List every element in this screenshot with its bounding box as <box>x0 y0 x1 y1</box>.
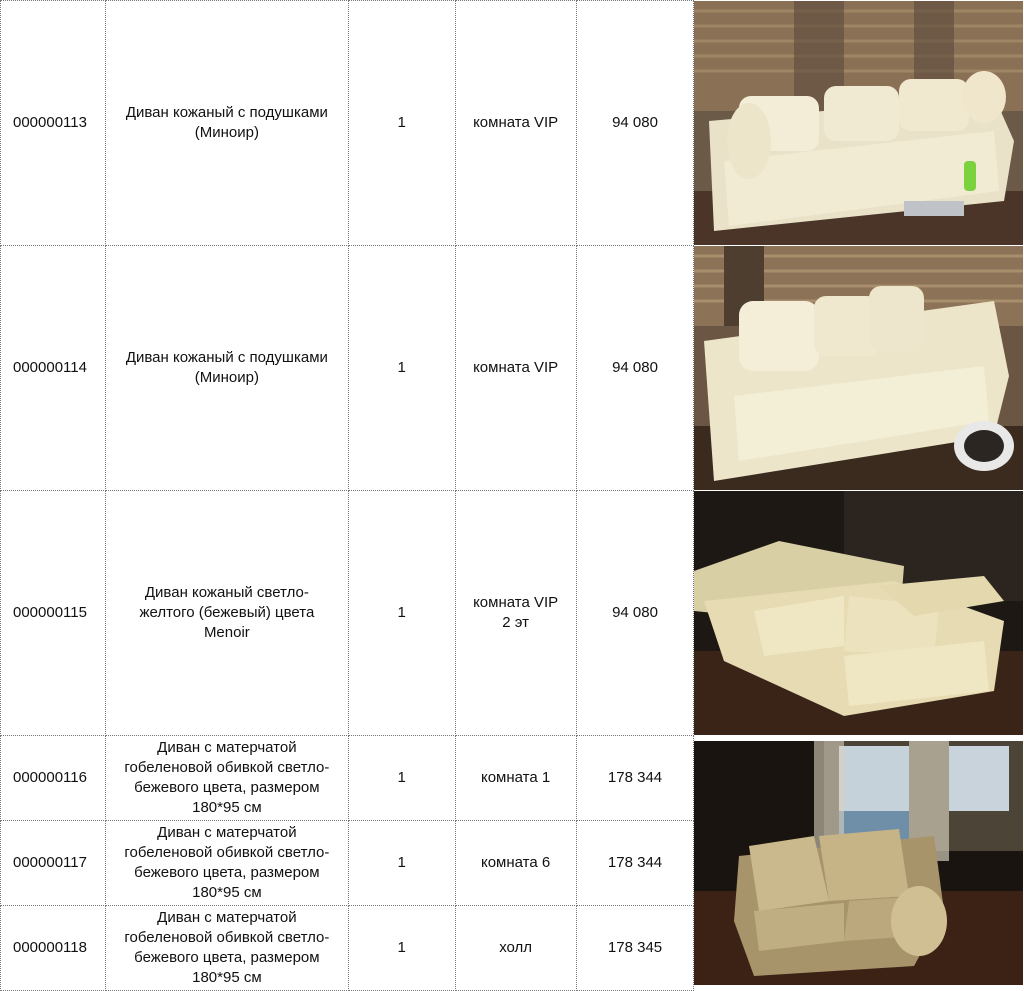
item-photo <box>694 491 1024 736</box>
item-code: 000000116 <box>1 736 106 821</box>
item-location: комната 6 <box>455 821 576 906</box>
table-row <box>1 491 1024 736</box>
item-photo <box>694 246 1024 491</box>
item-location: холл <box>455 906 576 991</box>
item-quantity: 1 <box>348 821 455 906</box>
item-price: 178 344 <box>576 736 694 821</box>
table-row <box>1 736 1024 821</box>
item-quantity: 1 <box>348 906 455 991</box>
item-price: 94 080 <box>576 491 694 736</box>
item-quantity: 1 <box>348 736 455 821</box>
item-location: комната VIP 2 эт <box>455 491 576 736</box>
item-quantity: 1 <box>348 246 455 491</box>
item-code: 000000113 <box>1 1 106 246</box>
item-price: 94 080 <box>576 1 694 246</box>
item-photo <box>694 736 1024 991</box>
item-name: Диван кожаный с подушками (Миноир) <box>105 246 348 491</box>
item-code: 000000115 <box>1 491 106 736</box>
item-quantity: 1 <box>348 1 455 246</box>
item-location: комната 1 <box>455 736 576 821</box>
cream-leather-sofa-photo <box>694 1 1023 245</box>
item-name: Диван кожаный с подушками (Миноир) <box>105 1 348 246</box>
table-row <box>1 246 1024 491</box>
beige-leather-sofa-photo <box>694 491 1023 735</box>
item-code: 000000117 <box>1 821 106 906</box>
item-price: 178 345 <box>576 906 694 991</box>
tapestry-sofa-photo <box>694 741 1023 985</box>
cream-leather-sofa-photo <box>694 246 1023 490</box>
item-code: 000000118 <box>1 906 106 991</box>
item-photo <box>694 1 1024 246</box>
table-row <box>1 1 1024 246</box>
item-code: 000000114 <box>1 246 106 491</box>
item-price: 94 080 <box>576 246 694 491</box>
item-name: Диван с матерчатой гобеленовой обивкой светло- бежевого цвета, размером 180*95 см <box>105 736 348 821</box>
item-name: Диван с матерчатой гобеленовой обивкой светло- бежевого цвета, размером 180*95 см <box>105 906 348 991</box>
item-location: комната VIP <box>455 1 576 246</box>
item-name: Диван с матерчатой гобеленовой обивкой светло- бежевого цвета, размером 180*95 см <box>105 821 348 906</box>
item-quantity: 1 <box>348 491 455 736</box>
item-name: Диван кожаный светло- желтого (бежевый) цвета Menoir <box>105 491 348 736</box>
item-price: 178 344 <box>576 821 694 906</box>
item-location: комната VIP <box>455 246 576 491</box>
